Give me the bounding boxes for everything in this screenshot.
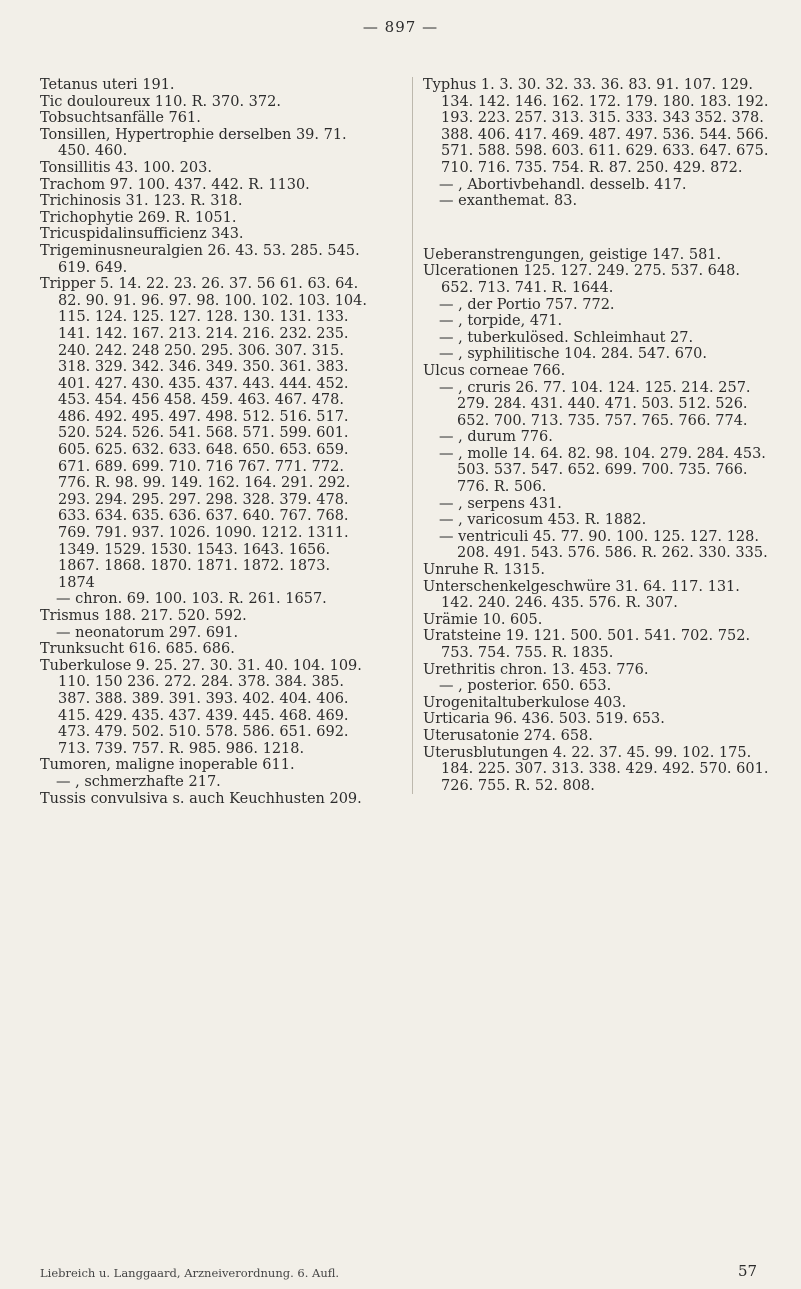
index-entry: Tricuspidalinsufficienz 343. <box>40 226 244 243</box>
index-subentry: — , serpens 431. <box>439 495 562 512</box>
index-subentry: — , varicosum 453. R. 1882. <box>439 512 647 529</box>
index-subentry: — , tuberkulösed. Schleimhaut 27. <box>439 329 694 346</box>
index-entry: Ulcus corneae 766. <box>423 362 566 379</box>
index-entry: Urticaria 96. 436. 503. 519. 653. <box>423 711 665 728</box>
index-entry: Unruhe R. 1315. <box>423 562 546 579</box>
index-entry: Trachom 97. 100. 437. 442. R. 1130. <box>40 176 310 193</box>
index-entry: Trigeminusneuralgien 26. 43. 53. 285. 545. 619. 649. <box>40 242 360 276</box>
index-entry: Unterschenkelgeschwüre 31. 64. 117. 131. 142. 240. 246. 435. 576. R. 307. <box>423 578 740 612</box>
index-column-right <box>412 77 773 794</box>
index-entry: Tic douloureux 110. R. 370. 372. <box>40 93 281 110</box>
index-subentry: — chron. 69. 100. 103. R. 261. 1657. <box>56 591 327 608</box>
footer-citation: Liebreich u. Langgaard, Arzneiverordnung. 6. Aufl. <box>40 1266 340 1280</box>
index-subentry: — ventriculi 45. 77. 90. 100. 125. 127. 128. 208. 491. 543. 576. 586. R. 262. 330. 335. <box>439 528 768 562</box>
index-entry: Typhus 1. 3. 30. 32. 33. 36. 83. 91. 107. 129. 134. 142. 146. 162. 172. 179. 180. 183. 192. 193. 223. 257. 313. 315. 333. 343 352. 378. 388. 406. 417. 469. 487. 497. 536. 544. 566. 571. 588. 598. 603. 611. 629. 633. 647. 675. 710. 716. 735. 754. R. 87. 250. 429. 872. <box>423 77 769 176</box>
index-subentry: — , der Portio 757. 772. <box>439 296 615 313</box>
index-column-left <box>40 77 370 807</box>
index-entry: Tripper 5. 14. 22. 23. 26. 37. 56 61. 63. 64. 82. 90. 91. 96. 97. 98. 100. 102. 103. 104. 115. 124. 125. 127. 128. 130. 131. 133. 141. 142. 167. 213. 214. 216. 232. 235. 240. 242. 248 250. 295. 306. 307. 315. 318. 329. 342. 346. 349. 350. 361. 383. 401. 427. 430. 435. 437. 443. 444. 452. 453. 454. 456 458. 459. 463. 467. 478. 486. 492. 495. 497. 498. 512. 516. 517. 520. 524. 526. 541. 568. 571. 599. 601. 605. 625. 632. 633. 648. 650. 653. 659. 671. 689. 699. 710. 716 767. 771. 772. 776. R. 98. 99. 149. 162. 164. 291. 292. 293. 294. 295. 297. 298. 328. 379. 478. 633. 634. 635. 636. 637. 640. 767. 768. 769. 791. 937. 1026. 1090. 1212. 1311. 1349. 1529. 1530. 1543. 1643. 1656. 1867. 1868. 1870. 1871. 1872. 1873. 1874 <box>40 276 367 591</box>
index-entry: Trichophytie 269. R. 1051. <box>40 209 237 226</box>
index-entry: Urogenitaltuberkulose 403. <box>423 694 627 711</box>
index-entry: Uratsteine 19. 121. 500. 501. 541. 702. 752. 753. 754. 755. R. 1835. <box>423 628 751 661</box>
index-entry: Urämie 10. 605. <box>423 611 543 628</box>
index-entry: Urethritis chron. 13. 453. 776. <box>423 661 649 678</box>
index-subentry: — , cruris 26. 77. 104. 124. 125. 214. 257. 279. 284. 431. 440. 471. 503. 512. 526. 652. 700. 713. 735. 757. 765. 766. 774. <box>439 379 751 429</box>
index-entry: Tumoren, maligne inoperable 611. <box>40 757 295 774</box>
index-subentry: — neonatorum 297. 691. <box>56 624 239 641</box>
index-entry: Uterusatonie 274. 658. <box>423 727 593 744</box>
index-entry: Tetanus uteri 191. <box>40 77 175 93</box>
index-subentry: — , posterior. 650. 653. <box>439 678 612 695</box>
index-entry: Ueberanstrengungen, geistige 147. 581. <box>423 246 722 263</box>
index-entry: Uterusblutungen 4. 22. 37. 45. 99. 102. 175. 184. 225. 307. 313. 338. 429. 492. 570. 601. 726. 755. R. 52. 808. <box>423 744 769 794</box>
index-subentry: — exanthemat. 83. <box>439 193 578 210</box>
index-entry: Tuberkulose 9. 25. 27. 30. 31. 40. 104. 109. 110. 150 236. 272. 284. 378. 384. 385. 387. 388. 389. 391. 393. 402. 404. 406. 415. 429. 435. 437. 439. 445. 468. 469. 473. 479. 502. 510. 578. 586. 651. 692. 713. 739. 757. R. 985. 986. 1218. <box>40 657 362 757</box>
index-entry: Tobsuchtsanfälle 761. <box>40 110 201 127</box>
index-entry: Tonsillitis 43. 100. 203. <box>40 159 212 176</box>
printer-signature: 57 <box>738 1262 758 1280</box>
index-entry: Tussis convulsiva s. auch Keuchhusten 209. <box>40 790 362 807</box>
section-gap <box>423 224 773 232</box>
index-entry: Ulcerationen 125. 127. 249. 275. 537. 648. 652. 713. 741. R. 1644. <box>423 263 740 296</box>
index-subentry: — , torpide, 471. <box>439 313 563 330</box>
index-entry: Trismus 188. 217. 520. 592. <box>40 608 247 624</box>
index-entry: Tonsillen, Hypertrophie derselben 39. 71. 450. 460. <box>40 126 347 160</box>
index-subentry: — , molle 14. 64. 82. 98. 104. 279. 284. 453. 503. 537. 547. 652. 699. 700. 735. 766. 776. R. 506. <box>439 445 766 496</box>
index-entry: Trunksucht 616. 685. 686. <box>40 641 235 658</box>
index-subentry: — , syphilitische 104. 284. 547. 670. <box>439 346 708 363</box>
index-subentry: — , Abortivbehandl. desselb. 417. <box>439 176 687 193</box>
page-number: — 897 — <box>362 18 439 36</box>
index-subentry: — , schmerzhafte 217. <box>56 773 221 790</box>
index-subentry: — , durum 776. <box>439 429 553 446</box>
index-entry: Trichinosis 31. 123. R. 318. <box>40 193 243 210</box>
